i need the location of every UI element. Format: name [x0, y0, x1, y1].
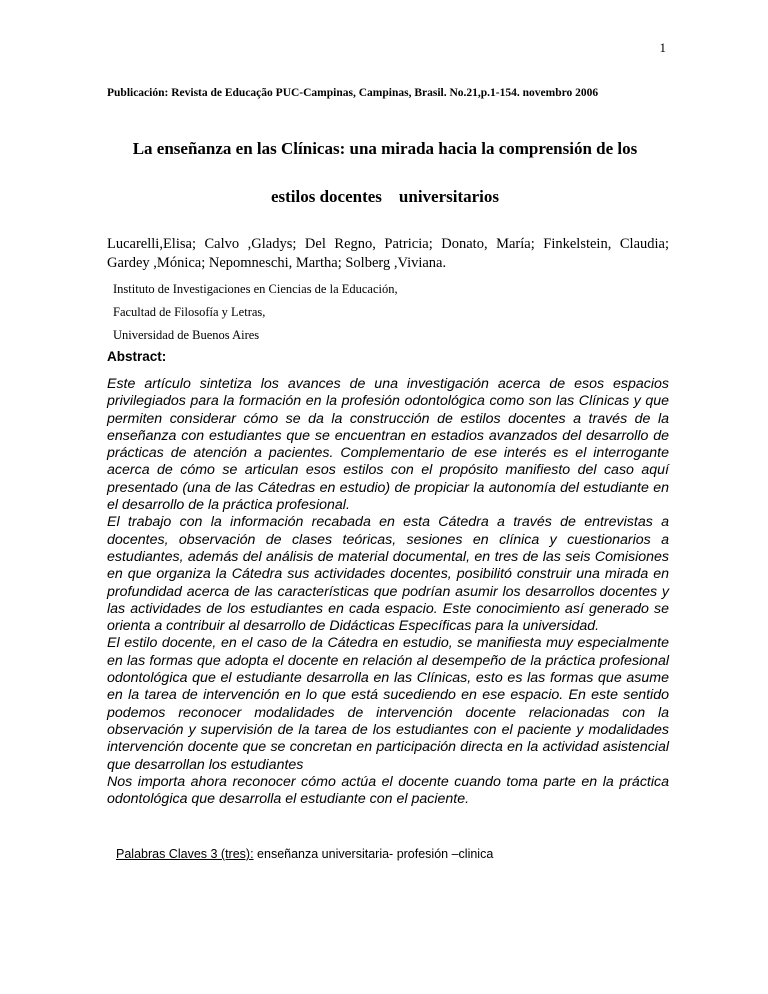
institution — [113, 278, 613, 347]
publication-reference: Publicación: Revista de Educação PUC-Campinas, Campinas, Brasil. No.21,p.1-154. novembro 2006 — [107, 87, 599, 99]
article-title — [100, 125, 670, 221]
abstract-paragraph: Este artículo sintetiza los avances de una investigación acerca de esos espacios privilegiados para la formación en la profesión odontológica como son las Clínicas y que permiten considerar cómo se da la construcción de estilos docentes a través de la enseñanza con estudiantes que se encuentran en estadios avanzados del desarrollo de prácticas de atención a pacientes. Complementario de ese interés es el interrogante acerca de cómo se articulan esos estilos con el propósito manifiesto del caso aquí presentado (una de las Cátedras en estudio) de propiciar la autonomía del estudiante en el desarrollo de la práctica profesional. — [107, 376, 669, 514]
keywords-label: Palabras Claves 3 (tres): — [116, 847, 254, 861]
article-title-line-2: estilos docentes universitarios — [270, 187, 500, 206]
abstract-heading: Abstract: — [107, 349, 167, 364]
abstract-paragraph: Nos importa ahora reconocer cómo actúa el docente cuando toma parte en la práctica odontológica que desarrolla el estudiante con el paciente. — [107, 773, 669, 808]
article-title-line-1: La enseñanza en las Clínicas: una mirada hacia la comprensión de los — [132, 139, 638, 158]
institution-line-1: Instituto de Investigaciones en Ciencias de la Educación, — [113, 282, 398, 296]
abstract-paragraph: El trabajo con la información recabada en esta Cátedra a través de entrevistas a docentes, observación de clases teóricas, sesiones en clínica y cuestionarios a estudiantes, además del análisis de material documental, en tres de las seis Comisiones en que organiza la Cátedra sus actividades docentes, posibilitó construir una mirada en profundidad acerca de las características que podrían asumir los desarrollos docentes y las actividades de los estudiantes en cada espacio. Este conocimiento así generado se orienta a contribuir al desarrollo de Didácticas Específicas para la universidad. — [107, 514, 669, 635]
institution-line-2: Facultad de Filosofía y Letras, — [113, 305, 266, 319]
institution-line-3: Universidad de Buenos Aires — [113, 328, 260, 342]
keywords-value: enseñanza universitaria- profesión –clinica — [253, 847, 494, 861]
abstract-body — [107, 376, 669, 808]
abstract-paragraph: El estilo docente, en el caso de la Cátedra en estudio, se manifiesta muy especialmente en las formas que adopta el docente en relación al desempeño de la práctica profesional odontológica que el estudiante desarrolla en las Clínicas, esto es las formas que asume en la tarea de intervención en lo que está sucediendo en ese espacio. En este sentido podemos reconocer modalidades de intervención docente relacionadas con la observación y supervisión de la tarea de los estudiantes con el paciente y modalidades intervención docente que se concretan en participación directa en la actividad asistencial que desarrollan los estudiantes — [107, 635, 669, 773]
authors: Lucarelli,Elisa; Calvo ,Gladys; Del Regno, Patricia; Donato, María; Finkelstein, Claudia; Gardey ,Mónica; Nepomneschi, Martha; Solberg ,Viviana. — [107, 236, 669, 271]
page-number: 1 — [659, 40, 666, 55]
keywords — [116, 847, 493, 861]
